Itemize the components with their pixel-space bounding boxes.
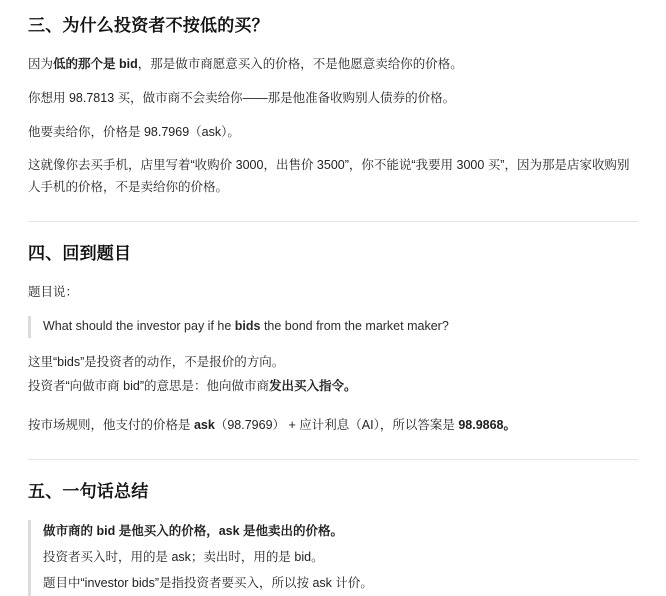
- quote-question-text: What should the investor pay if he bids the bond from the market maker?: [43, 318, 449, 333]
- summary-line-2: 投资者买入时，用的是 ask；卖出时，用的是 bid。: [43, 550, 324, 565]
- summary-line-3: 题目中“investor bids”是指投资者要买入，所以按 ask 计价。: [43, 576, 373, 591]
- paragraph-4-3: 投资者“向做市商 bid”的意思是：他向做市商发出买入指令。: [28, 378, 357, 393]
- paragraph-3-4: 这就像你去买手机，店里写着“收购价 3000，出售价 3500”，你不能说“我要用 3000 买”，因为那是店家收购别人手机的价格，不是卖给你的价格。: [28, 158, 630, 195]
- paragraph-3-1: 因为低的那个是 bid，那是做市商愿意买入的价格，不是他愿意卖给你的价格。: [28, 56, 463, 71]
- section-5-heading: 五、一句话总结: [28, 482, 149, 502]
- summary-line-1: 做市商的 bid 是他买入的价格，ask 是他卖出的价格。: [43, 524, 344, 539]
- paragraph-3-2: 你想用 98.7813 买，做市商不会卖给你——那是他准备收购别人债券的价格。: [28, 90, 456, 105]
- section-3-heading: 三、为什么投资者不按低的买？: [28, 16, 269, 35]
- section-divider-2: [28, 459, 638, 460]
- section-4-heading: 四、回到题目: [28, 244, 132, 264]
- paragraph-4-1: 题目说：: [28, 284, 79, 299]
- section-4: [28, 242, 638, 437]
- paragraph-4-2: 这里“bids”是投资者的动作，不是报价的方向。: [28, 354, 285, 369]
- summary-quote: [28, 520, 638, 595]
- quote-question: [28, 316, 638, 338]
- section-5: [28, 480, 638, 595]
- paragraph-3-3: 他要卖给你，价格是 98.7969（ask）。: [28, 124, 240, 139]
- paragraph-4-4: 按市场规则，他支付的价格是 ask（98.7969） + 应计利息（AI），所以答案是 98.9868。: [28, 418, 516, 433]
- section-3: [28, 14, 638, 199]
- section-divider-1: [28, 221, 638, 222]
